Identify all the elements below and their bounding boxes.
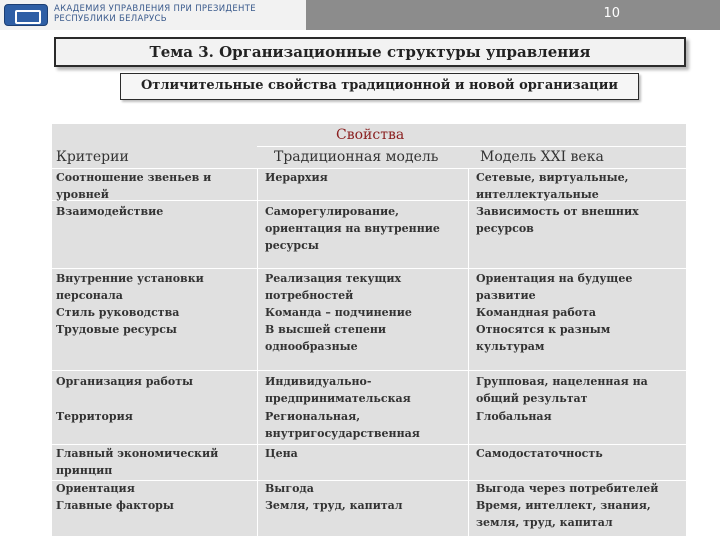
header-modern: Модель XXI века	[480, 149, 604, 165]
modern-cell: Зависимость от внешних ресурсов	[476, 205, 639, 235]
traditional-cell: Региональная, внутригосударственная	[265, 410, 420, 440]
top-bar	[0, 0, 720, 30]
divider	[468, 168, 469, 536]
modern-cell: Глобальная	[476, 410, 552, 423]
criteria-cell: Главные факторы	[56, 499, 174, 512]
traditional-cell: Реализация текущих потребностей	[265, 272, 402, 302]
traditional-cell: Цена	[265, 447, 298, 460]
criteria-cell: Территория	[56, 410, 133, 423]
traditional-cell: Команда – подчинение	[265, 306, 412, 319]
comparison-table	[52, 124, 686, 536]
header-criteria: Критерии	[56, 149, 129, 165]
traditional-cell: Иерархия	[265, 171, 328, 184]
criteria-cell: Взаимодействие	[56, 205, 164, 218]
criteria-cell: Стиль руководства	[56, 306, 180, 319]
divider	[52, 370, 686, 371]
divider	[52, 268, 686, 269]
criteria-cell: Ориентация	[56, 482, 135, 495]
criteria-cell: Трудовые ресурсы	[56, 323, 177, 336]
modern-cell: Сетевые, виртуальные, интеллектуальные	[476, 171, 629, 201]
slide-title: Тема 3. Организационные структуры управления	[54, 37, 686, 67]
page-number: 10	[603, 6, 620, 21]
criteria-cell: Главный экономический принцип	[56, 447, 219, 477]
traditional-cell: Саморегулирование, ориентация на внутренние ресурсы	[265, 205, 440, 252]
modern-cell: Самодостаточность	[476, 447, 603, 460]
logo-emblem-icon	[4, 4, 48, 26]
header-properties: Свойства	[336, 127, 405, 143]
logo-area	[0, 0, 306, 30]
slide-subtitle: Отличительные свойства традиционной и новой организации	[120, 73, 639, 100]
traditional-cell: Земля, труд, капитал	[265, 499, 403, 512]
criteria-cell: Внутренние установки персонала	[56, 272, 204, 302]
divider	[257, 168, 258, 536]
criteria-cell: Организация работы	[56, 375, 194, 388]
header-traditional: Традиционная модель	[274, 149, 439, 165]
modern-cell: Командная работа	[476, 306, 596, 319]
divider	[257, 146, 686, 147]
modern-cell: Время, интеллект, знания, земля, труд, капитал	[476, 499, 651, 529]
modern-cell: Групповая, нацеленная на общий результат	[476, 375, 648, 405]
modern-cell: Ориентация на будущее развитие	[476, 272, 633, 302]
criteria-cell: Соотношение звеньев и уровней	[56, 171, 212, 201]
traditional-cell: В высшей степени однообразные	[265, 323, 387, 353]
modern-cell: Относятся к разным культурам	[476, 323, 611, 353]
modern-cell: Выгода через потребителей	[476, 482, 659, 495]
logo-text: АКАДЕМИЯ УПРАВЛЕНИЯ ПРИ ПРЕЗИДЕНТЕ РЕСПУБЛИКИ БЕЛАРУСЬ	[54, 4, 256, 24]
traditional-cell: Выгода	[265, 482, 314, 495]
traditional-cell: Индивидуально-предпринимательская	[265, 375, 411, 405]
